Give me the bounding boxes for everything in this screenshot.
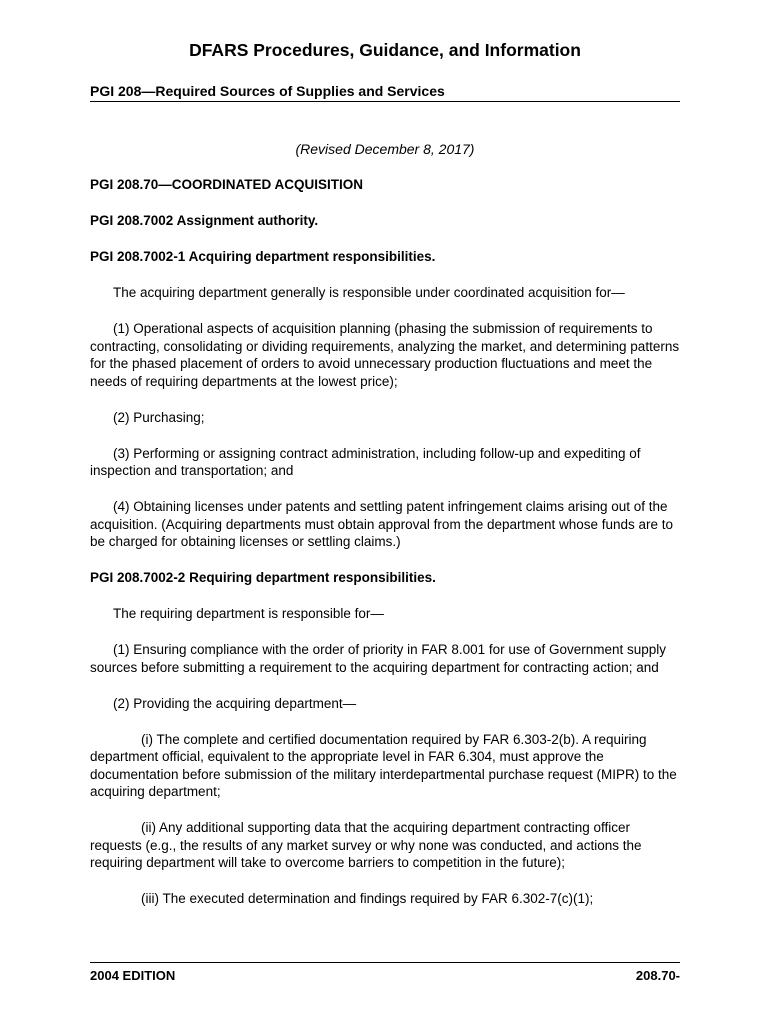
section-heading-7002: PGI 208.7002 Assignment authority. — [90, 213, 319, 228]
paragraph: (3) Performing or assigning contract administration, including follow-up and expediting of inspection and transportation; and — [90, 445, 641, 478]
paragraph: (1) Ensuring compliance with the order of priority in FAR 8.001 for use of Government supply sources before submitting a requirement to the acquiring department for contracting action; and — [90, 642, 667, 675]
section-heading: PGI 208—Required Sources of Supplies and Services — [90, 83, 680, 102]
edition-label: 2004 EDITION — [90, 968, 176, 983]
paragraph: (4) Obtaining licenses under patents and settling patent infringement claims arising out of the acquisition. (Acquiring departments must obtain approval from the department whose funds are to be charged for obtaining licenses or settling claims.) — [90, 499, 674, 549]
document-body — [90, 176, 682, 926]
page-title: DFARS Procedures, Guidance, and Information — [189, 40, 581, 60]
section-heading-7002-1: PGI 208.7002-1 Acquiring department responsibilities. — [90, 249, 436, 264]
paragraph: (ii) Any additional supporting data that the acquiring department contracting officer requests (e.g., the results of any market survey or why none was conducted, and actions the requiring department will take to overcome barriers to competition in the future); — [90, 820, 642, 870]
paragraph: (i) The complete and certified documentation required by FAR 6.303-2(b). A requiring department official, equivalent to the appropriate level in FAR 6.304, must approve the documentation before submission of the military interdepartmental purchase request (MIPR) to the acquiring department; — [90, 731, 677, 799]
page-number: 208.70- — [635, 968, 680, 983]
paragraph: (2) Providing the acquiring department— — [113, 695, 357, 711]
subpart-heading: PGI 208.70—COORDINATED ACQUISITION — [90, 177, 364, 192]
paragraph: (1) Operational aspects of acquisition planning (phasing the submission of requirements to contracting, consolidating or dividing requirements, analyzing the market, and determining patterns for the phased placement of orders to avoid unnecessary production fluctuations and meet the needs of requiring departments at the lowest price); — [90, 321, 680, 389]
section-heading-7002-2: PGI 208.7002-2 Requiring department responsibilities. — [90, 570, 436, 585]
revision-note: (Revised December 8, 2017) — [295, 141, 475, 157]
paragraph: (iii) The executed determination and findings required by FAR 6.302-7(c)(1); — [141, 891, 594, 906]
page-footer — [90, 962, 680, 983]
paragraph: The acquiring department generally is responsible under coordinated acquisition for— — [113, 285, 625, 300]
paragraph: (2) Purchasing; — [113, 409, 205, 425]
paragraph: The requiring department is responsible for— — [113, 606, 384, 621]
